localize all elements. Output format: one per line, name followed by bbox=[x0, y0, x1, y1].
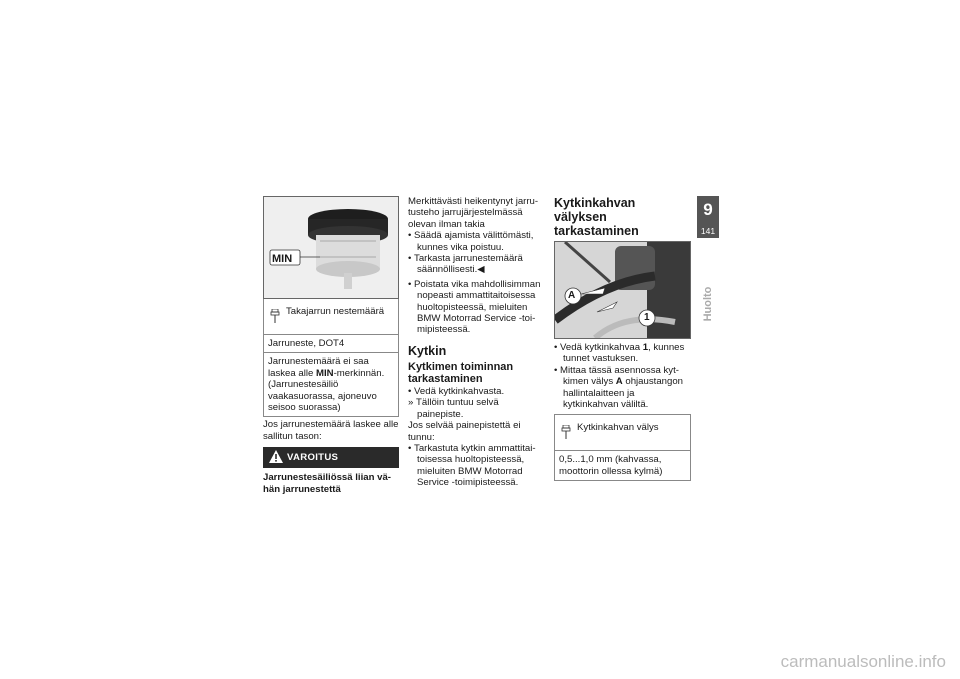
warning-bar bbox=[263, 447, 399, 468]
column-3 bbox=[554, 196, 691, 481]
label-1: 1 bbox=[644, 312, 650, 323]
spec-header bbox=[264, 299, 398, 335]
list-item: • Tarkasta jarrunestemäärä säännöllisesti.◀ bbox=[408, 253, 523, 276]
tool-icon bbox=[270, 309, 280, 323]
lever-play-spec-box bbox=[554, 414, 691, 481]
section-heading-clutch: Kytkin bbox=[408, 343, 447, 358]
intro-text: Merkittävästi heikentynyt jarrutusteho jarrujärjestelmässä olevan ilman takia bbox=[408, 196, 539, 230]
spec-title: Takajarrun nestemäärä bbox=[286, 306, 385, 317]
list-item: • Poistata vika mahdollisimman nopeasti ammattitaitoisessa huoltopisteessä, mieluiten BMW Motorrad Service -toimipisteessä. bbox=[408, 278, 541, 336]
watermark-text: carmanualsonline.info bbox=[780, 652, 946, 671]
spec-row-fluid: Jarruneste, DOT4 bbox=[264, 335, 398, 353]
column-2 bbox=[408, 196, 545, 489]
warning-label: VAROITUS bbox=[287, 452, 339, 464]
brake-reservoir-photo bbox=[263, 196, 399, 299]
result-item: » Tällöin tuntuu selvä painepiste. bbox=[408, 397, 499, 420]
list-item: • Vedä kytkinkahvaa 1, kunnes tunnet vastuksen. bbox=[554, 342, 685, 365]
list-item: • Vedä kytkinkahvasta. bbox=[408, 385, 505, 397]
label-a: A bbox=[568, 290, 576, 301]
clutch-lever-photo bbox=[554, 241, 691, 339]
spec-row-level: Jarrunestemäärä ei saa laskea alle MIN-merkinnän. (Jarrunestesäiliö vaakasuorassa, ajoneuvo seisoo suorassa) bbox=[268, 356, 385, 414]
page-number: 141 bbox=[700, 226, 716, 236]
no-pressure-paragraph: Jos selvää painepistettä ei tunnu: bbox=[408, 420, 521, 443]
chapter-side-label: Huolto bbox=[702, 286, 714, 322]
list-item: • Säädä ajamista välittömästi, kunnes vika poistuu. bbox=[408, 230, 534, 253]
spec-header bbox=[555, 415, 690, 451]
tool-icon bbox=[561, 425, 571, 439]
list-item: • Mittaa tässä asennossa kytkimen välys A ohjaustangon hallintalaitteen ja kytkinkahvan väliltä. bbox=[554, 364, 683, 411]
chapter-number: 9 bbox=[703, 200, 713, 219]
warning-title: Jarrunestesäiliössä liian vähän jarrunestettä bbox=[263, 472, 391, 495]
list-item: • Tarkastuta kytkin ammattitaitoisessa huoltopisteessä, mieluiten BMW Motorrad Service -toimipisteessä. bbox=[408, 442, 536, 489]
brake-fluid-spec-box bbox=[263, 299, 399, 417]
column-1 bbox=[263, 196, 399, 495]
warning-triangle-icon bbox=[269, 450, 283, 463]
spec-row-value: 0,5...1,0 mm (kahvassa, moottorin ollessa kylmä) bbox=[559, 454, 663, 477]
subheading-clutch-check: Kytkimen toiminnan tarkastaminen bbox=[408, 360, 514, 386]
min-label: MIN bbox=[272, 253, 293, 265]
section-heading-lever-play: Kytkinkahvan välyksen tarkastaminen bbox=[554, 196, 639, 238]
fluid-low-paragraph: Jos jarrunestemäärä laskee alle sallitun tason: bbox=[263, 419, 399, 442]
spec-title: Kytkinkahvan välys bbox=[577, 422, 659, 434]
